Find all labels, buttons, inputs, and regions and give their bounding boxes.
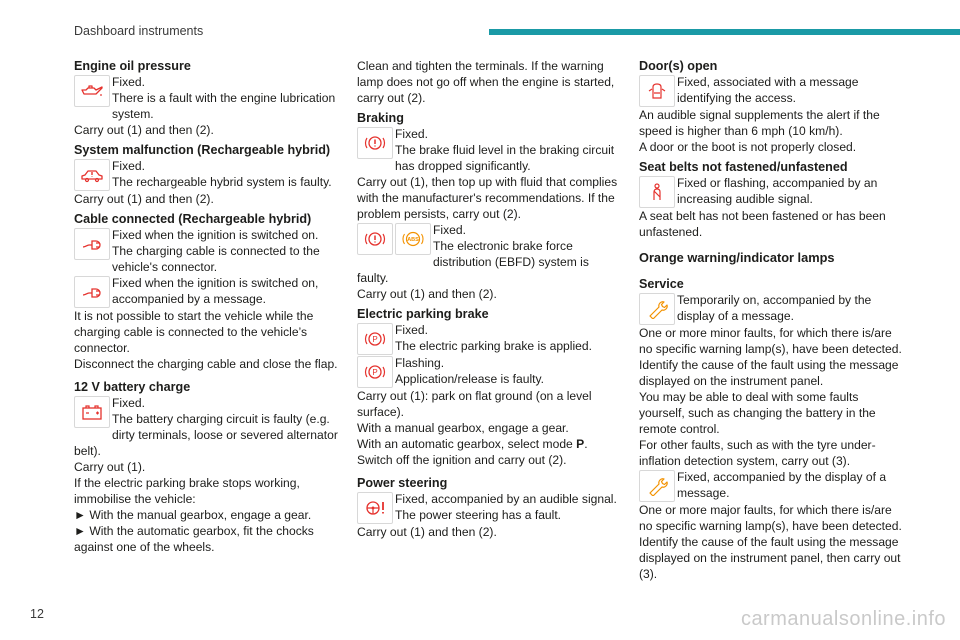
heading-system-malfunction: System malfunction (Rechargeable hybrid) bbox=[74, 143, 331, 157]
heading-cable-connected: Cable connected (Rechargeable hybrid) bbox=[74, 212, 312, 226]
heading-seat-belts: Seat belts not fastened/unfastened bbox=[639, 160, 848, 174]
car-door-open-icon bbox=[639, 75, 675, 107]
wrench-icon bbox=[639, 470, 675, 502]
oil-warning-block: Fixed. There is a fault with the engine lubrication system. bbox=[74, 74, 338, 122]
service-temporary-block: Temporarily on, accompanied by the display of a message. bbox=[639, 292, 903, 325]
heading-power-steering: Power steering bbox=[357, 476, 448, 490]
heading-engine-oil-pressure: Engine oil pressure bbox=[74, 59, 191, 73]
brake-warning-icon bbox=[357, 223, 393, 255]
ebfd-block: ABS Fixed. The electronic brake force distribution (EBFD) system is faulty. bbox=[357, 223, 589, 285]
page-number: 12 bbox=[30, 607, 44, 621]
heading-12v-battery: 12 V battery charge bbox=[74, 380, 191, 394]
brake-warning-icon bbox=[357, 127, 393, 159]
watermark: carmanualsonline.info bbox=[740, 608, 946, 630]
epb-applied-block: P Fixed. The electric parking brake is applied. bbox=[357, 322, 621, 355]
battery-icon bbox=[74, 396, 110, 428]
wrench-icon bbox=[639, 293, 675, 325]
braking-block: Fixed. The brake fluid level in the braking circuit has dropped significantly. bbox=[357, 126, 621, 174]
cable-connected-block: Fixed when the ignition is switched on. The charging cable is connected to the vehicle's connector. bbox=[74, 227, 338, 275]
cable-connected-block-2: Fixed when the ignition is switched on, accompanied by a message. bbox=[74, 275, 338, 308]
column-2: Clean and tighten the terminals. If the warning lamp does not go off when the engine is started, carry out (2). Braking Fixed. The brake fluid level in the braking circuit has dropped significantly. Carry out (1), then top up with fluid that complies with the manufacturer's recommendations. If the problem persists, carry out (2). ABS Fixed. The electronic brake force distribution (EBFD) system is faulty. Carry out (1) and then (2). Electric parking brake P Fixed. The electric parking brake is applied. P Flashing. Application/release is faulty. Carry out (1): park on flat ground (on a level surface). With a manual gearbox, engage a gear. With an automatic gearbox, select mode P. Switch off the ignition and carry out (2). Power steering Fixed, accompanied by an audible signal. The power steering has a fault. Carry out (1) and then (2). bbox=[357, 58, 621, 540]
plug-icon bbox=[74, 276, 110, 308]
column-1: Engine oil pressure Fixed. There is a fault with the engine lubrication system. Carry out (1) and then (2). System malfunction (Rechargeable hybrid) Fixed. The rechargeable hybrid system is faulty. Carry out (1) and then (2). Cable connected (Rechargeable hybrid) Fixed when the ignition is switched on. The charging cable is connected to the vehicle's connector. Fixed when the ignition is switched on, accompanied by a message. It is not possible to start the vehicle while the charging cable is connected to the vehicle’s connector. Disconnect the charging cable and close the flap. 12 V battery charge Fixed. The battery charging circuit is faulty (e.g. dirty terminals, loose or severed alternator belt). Carry out (1). If the electric parking brake stops working, immobilise the vehicle: ► With the manual gearbox, engage a gear. ► With the automatic gearbox, fit the chocks against one of the wheels. bbox=[74, 59, 338, 554]
column-3: Door(s) open Fixed, associated with a message identifying the access. An audible signal supplements the alert if the speed is higher than 6 mph (10 km/h). A door or the boot is not properly closed. Seat belts not fastened/unfastened Fixed or flashing, accompanied by an increasing audible signal. A seat belt has not been fastened or has been unfastened. Orange warning/indicator lamps Service Temporarily on, accompanied by the display of a message. One or more minor faults, for which there is/are no specific warning lamp(s), have been detected. Identify the cause of the fault using the message displayed on the instrument panel. You may be able to deal with some faults yourself, such as changing the battery in the remote control. For other faults, such as with the tyre under-inflation detection system, carry out (3). Fixed, accompanied by the display of a message. One or more major faults, for which there is/are no specific warning lamp(s), have been detected. Identify the cause of the fault using the message displayed on the instrument panel, then carry out (3). bbox=[639, 59, 902, 581]
steering-wheel-warning-icon bbox=[357, 492, 393, 524]
svg-text:P: P bbox=[372, 335, 378, 344]
bullet-automatic-gearbox: ► With the automatic gearbox, fit the chocks against one of the wheels. bbox=[74, 524, 314, 554]
service-fixed-block: Fixed, accompanied by the display of a message. bbox=[639, 469, 903, 502]
hybrid-car-warning-icon bbox=[74, 159, 110, 191]
battery-block: Fixed. The battery charging circuit is faulty (e.g. dirty terminals, loose or severed alternator belt). bbox=[74, 396, 338, 458]
power-steering-block: Fixed, accompanied by an audible signal. The power steering has a fault. bbox=[357, 491, 621, 524]
header-accent-bar bbox=[489, 29, 960, 35]
heading-service: Service bbox=[639, 277, 684, 291]
oil-can-icon bbox=[74, 75, 110, 107]
bullet-manual-gearbox: ► With the manual gearbox, engage a gear. bbox=[74, 508, 312, 522]
heading-electric-parking-brake: Electric parking brake bbox=[357, 307, 489, 321]
epb-faulty-block: P Flashing. Application/release is faulty. bbox=[357, 355, 621, 388]
system-malfunction-block: Fixed. The rechargeable hybrid system is faulty. bbox=[74, 158, 338, 191]
seat-belts-block: Fixed or flashing, accompanied by an increasing audible signal. bbox=[639, 175, 903, 208]
page-header-title: Dashboard instruments bbox=[74, 24, 204, 38]
heading-braking: Braking bbox=[357, 111, 404, 125]
plug-icon bbox=[74, 228, 110, 260]
parking-brake-icon bbox=[357, 356, 393, 388]
parking-brake-icon bbox=[357, 323, 393, 355]
doors-open-block: Fixed, associated with a message identifying the access. bbox=[639, 74, 903, 107]
svg-text:ABS: ABS bbox=[407, 237, 419, 244]
svg-text:P: P bbox=[372, 368, 378, 377]
section-orange-warning-lamps: Orange warning/indicator lamps bbox=[639, 250, 835, 265]
seat-belt-icon bbox=[639, 176, 675, 208]
abs-icon bbox=[395, 223, 431, 255]
heading-doors-open: Door(s) open bbox=[639, 59, 718, 73]
